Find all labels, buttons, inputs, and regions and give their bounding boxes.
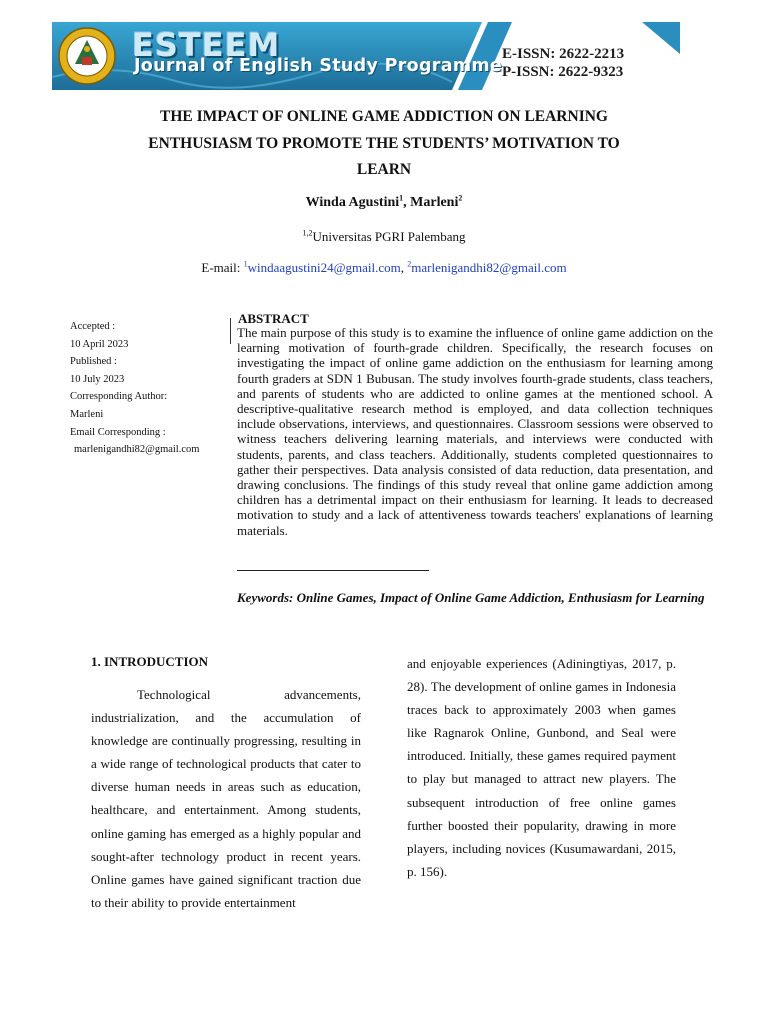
email-line <box>0 260 768 276</box>
body-column-left: Technological advancements, industrialization, and the accumulation of knowledge are continually progressing, resulting in a wide range of technological products that cater to diverse human needs in areas such as education, healthcare, and entertainment. Among students, online gaming has emerged as a highly popular and sought-after technology product in recent years. Online games have gained significant traction due to their ability to provide entertainment <box>91 687 361 910</box>
published-date: 10 July 2023 <box>70 373 125 385</box>
corresponding-name: Marleni <box>70 408 104 420</box>
body-column-right: and enjoyable experiences (Adiningtiyas, 2017, p. 28). The development of online games in Indonesia traces back to approximately 2003 when games like Ragnarok Online, Gunbond, and Seal were introduced. Initially, these games required payment to play but managed to attract new players. The subsequent introduction of free online games further boosted their popularity, drawing in more players, including novices (Kusumawardani, 2015, p. 156). <box>407 656 676 879</box>
email-label: E-mail: <box>201 260 244 275</box>
journal-banner <box>52 22 680 90</box>
p-issn: P-ISSN: 2622-9323 <box>502 64 624 80</box>
author-sup: 2 <box>458 193 463 203</box>
affiliation-sup: 1,2 <box>302 228 313 238</box>
author-separator: , <box>403 195 411 210</box>
e-issn: E-ISSN: 2622-2213 <box>502 46 625 62</box>
email-separator: , <box>400 260 408 275</box>
university-logo <box>58 27 116 85</box>
corresponding-label: Corresponding Author: <box>70 391 168 403</box>
corresponding-email[interactable]: marlenigandhi82@gmail.com <box>74 444 200 456</box>
published-label: Published : <box>70 356 117 368</box>
email-sup: 2 <box>407 259 412 269</box>
divider <box>230 318 231 344</box>
accepted-label: Accepted : <box>70 321 116 332</box>
author-line <box>0 195 768 211</box>
email-sup: 1 <box>243 259 248 269</box>
author-sup: 1 <box>399 193 404 203</box>
email-link-2[interactable]: marlenigandhi82@gmail.com <box>411 260 567 275</box>
abstract-text: The main purpose of this study is to examine the influence of online game addiction on the learning motivation of fourth-grade children. Specifically, the research focuses on investigating the impact of online game addiction on the enthusiasm for learning among fourth graders at SDN 1 Bubusan. The study involves fourth-grade students, class teachers, and parents of students who are addicted to online games at the mentioned school. A descriptive-qualitative research method is employed, and data collection techniques include observations, interviews, and questionnaires. Classroom sessions were observed to witness teachers delivering learning materials, and interviews were conducted with students, parents, and class teachers. Additionally, students completed questionnaires to gather their perspectives. Data analysis consisted of data reduction, data presentation, and drawing conclusions. The findings of this study reveal that online game addiction among children has a detrimental impact on their enthusiasm for learning. It leads to decreased motivation to study and a lack of attentiveness towards teachers' explanations of learning materials. <box>237 325 713 538</box>
accepted-date: 10 April 2023 <box>70 338 129 350</box>
paper-title: THE IMPACT OF ONLINE GAME ADDICTION ON LEARNING ENTHUSIASM TO PROMOTE THE STUDENTS’ MOTIVATION TO LEARN <box>148 108 620 178</box>
email-link-1[interactable]: windaagustini24@gmail.com <box>247 260 401 275</box>
keywords: Keywords: Online Games, Impact of Online Game Addiction, Enthusiasm for Learning <box>237 590 705 605</box>
author-name: Marleni <box>410 195 459 210</box>
affiliation <box>0 229 768 245</box>
journal-brand: ESTEEM <box>132 26 281 64</box>
email-corresponding-label: Email Corresponding : <box>70 426 166 438</box>
divider <box>237 570 429 571</box>
abstract-heading: ABSTRACT <box>238 311 309 326</box>
author-name: Winda Agustini <box>305 195 400 210</box>
article-info <box>70 318 230 459</box>
section-heading: 1. INTRODUCTION <box>91 654 209 669</box>
affiliation-text: Universitas PGRI Palembang <box>312 229 466 244</box>
journal-name: Journal of English Study Programme <box>134 56 503 76</box>
